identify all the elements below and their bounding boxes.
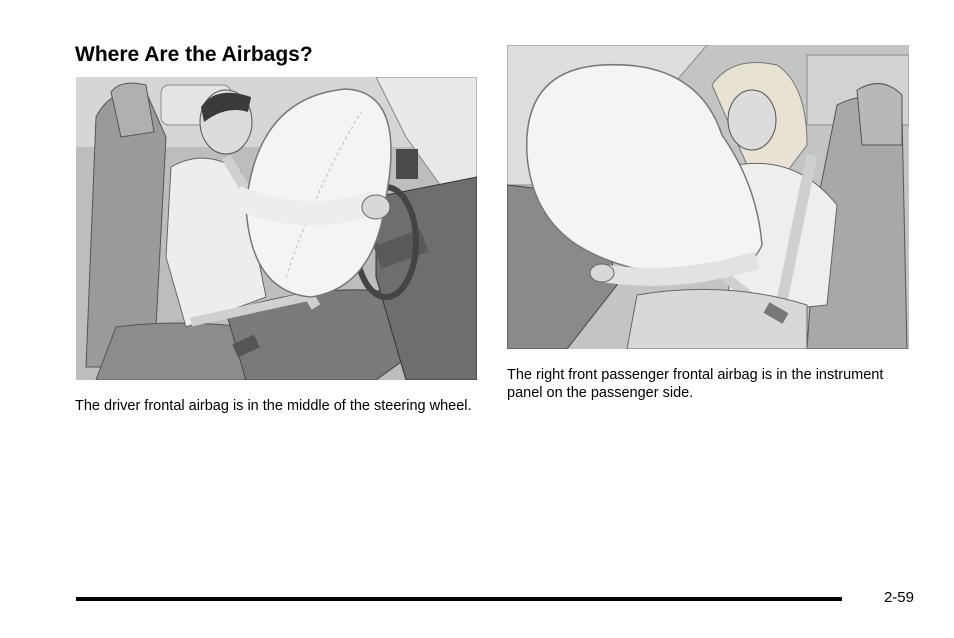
passenger-airbag-caption: The right front passenger frontal airbag is in the instrument panel on the passenger side. — [507, 367, 884, 401]
section-heading: Where Are the Airbags? — [75, 43, 313, 66]
driver-airbag-caption: The driver frontal airbag is in the middle of the steering wheel. — [75, 398, 472, 414]
passenger-airbag-illustration — [507, 45, 909, 349]
driver-airbag-illustration — [76, 77, 477, 380]
footer-rule — [76, 597, 842, 601]
page-number: 2-59 — [883, 589, 914, 606]
